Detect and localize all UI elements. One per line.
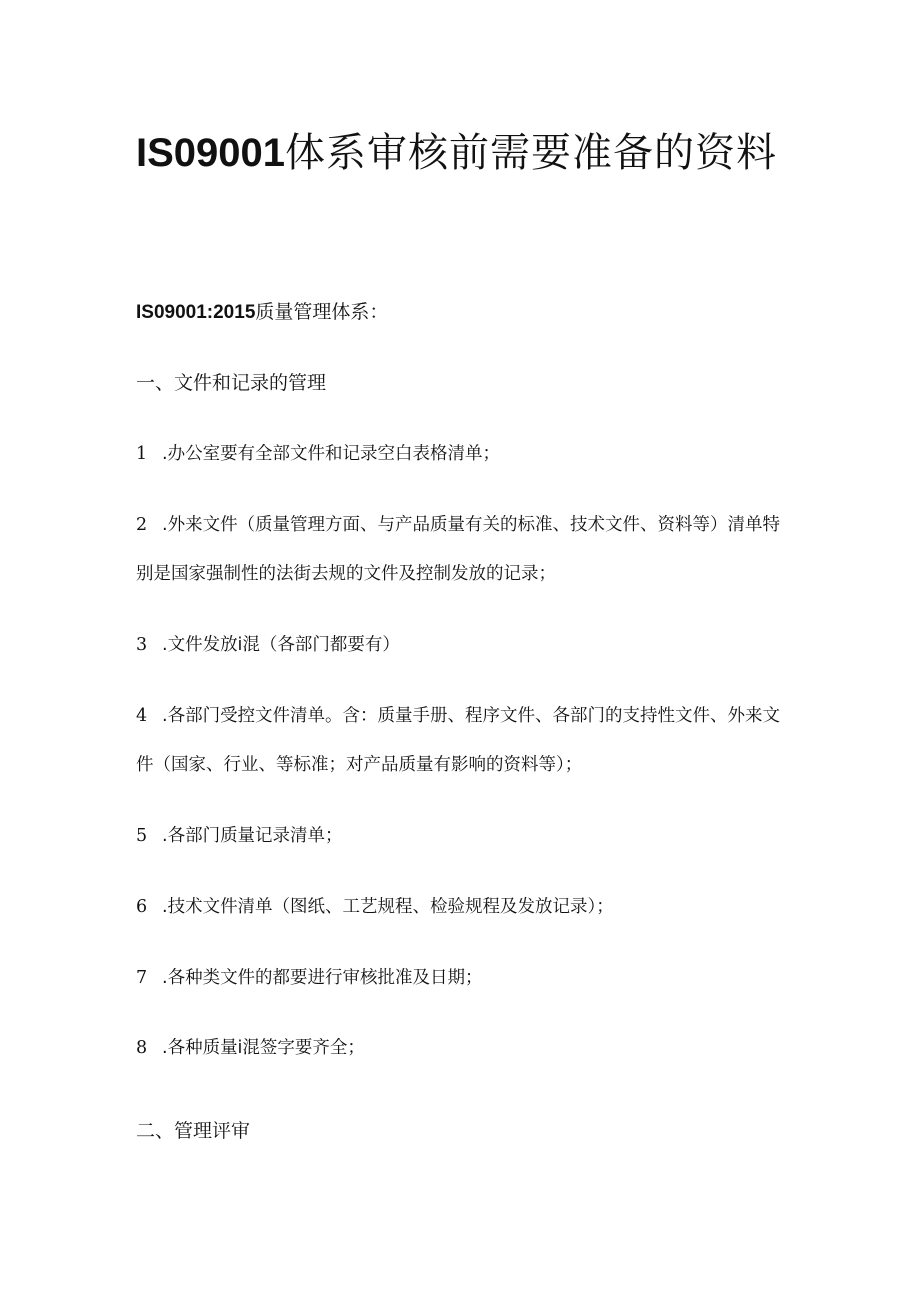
subtitle-text: 质量管理体系： [255, 301, 389, 323]
item-number: 4 [136, 706, 148, 726]
list-item [136, 621, 786, 670]
document-subtitle [136, 298, 388, 327]
document-title [136, 116, 786, 190]
item-number: 8 [136, 1038, 148, 1058]
list-item [136, 954, 786, 1003]
item-number: 2 [136, 515, 148, 535]
item-number: 5 [136, 826, 148, 846]
item-number: 7 [136, 968, 148, 988]
item-text: .外来文件（质量管理方面、与产品质量有关的标准、技术文件、资料等）清单特别是国家强制性的法街去规的文件及控制发放的记录； [136, 515, 781, 584]
item-text: .办公室要有全部文件和记录空白表格清单； [162, 444, 501, 464]
item-text: .各部门受控文件清单。含：质量手册、程序文件、各部门的支持性文件、外来文件（国家、行业、等标准；对产品质量有影响的资料等）； [136, 706, 781, 775]
subtitle-code: IS09001:2015 [136, 302, 256, 323]
list-item [136, 1024, 786, 1073]
list-item [136, 812, 786, 861]
title-code: IS09001 [136, 131, 286, 175]
item-text: .各种质量i混签字要齐全； [162, 1038, 365, 1058]
item-text: .技术文件清单（图纸、工艺规程、检验规程及发放记录）； [162, 897, 614, 917]
item-text: .各种类文件的都要进行审核批准及日期； [162, 968, 483, 988]
list-item [136, 430, 786, 479]
title-text: 体系审核前需要准备的资料 [285, 130, 778, 176]
section-heading-documents: 一、文件和记录的管理 [136, 372, 327, 394]
item-text: .文件发放i混（各部门都要有） [162, 635, 400, 655]
list-item [136, 501, 786, 599]
section-heading-management-review: 二、管理评审 [136, 1120, 251, 1142]
item-number: 3 [136, 635, 148, 655]
item-number: 6 [136, 897, 148, 917]
list-item [136, 692, 786, 790]
item-text: .各部门质量记录清单； [162, 826, 343, 846]
item-number: 1 [136, 444, 148, 464]
list-item [136, 883, 786, 932]
